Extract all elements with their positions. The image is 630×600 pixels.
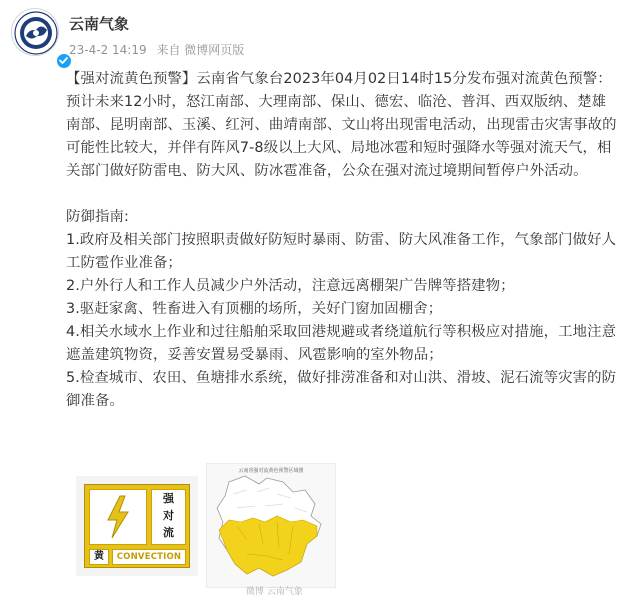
warning-map-image[interactable] xyxy=(206,463,336,588)
lightning-panel xyxy=(89,489,147,545)
post-source: 来自 微博网页版 xyxy=(156,43,245,57)
image-watermark: 微博 云南气象 xyxy=(246,587,303,597)
defense-item-2: 2.户外行人和工作人员减少户外活动，注意远离棚架广告牌等搭建物； xyxy=(66,278,515,294)
convection-yellow-signal xyxy=(84,484,190,568)
post-timestamp[interactable]: 23-4-2 14:19 xyxy=(69,43,147,57)
defense-item-1: 1.政府及相关部门按照职责做好防短时暴雨、防雷、防大风准备工作，气象部门做好人工防雹作业准备； xyxy=(66,232,617,271)
signal-chars xyxy=(151,489,186,545)
map-title: 云南省强对流黄色预警区域图 xyxy=(238,468,304,474)
avatar[interactable] xyxy=(11,8,59,56)
yunnan-meteorological-logo xyxy=(12,9,60,57)
signal-english-label: CONVECTION xyxy=(112,549,186,565)
signal-char-1: 强 xyxy=(163,492,174,505)
defense-item-3: 3.驱赶家禽、牲畜进入有顶棚的场所，关好门窗加固棚舍； xyxy=(66,301,443,317)
paragraph-gap xyxy=(66,183,618,206)
yunnan-warning-map xyxy=(207,464,337,589)
account-name[interactable]: 云南气象 xyxy=(69,15,130,33)
lightning-icon xyxy=(90,490,146,544)
post-meta xyxy=(69,41,250,58)
warning-signal-image[interactable] xyxy=(76,476,198,576)
post-body xyxy=(66,68,618,413)
post-paragraph-warning: 【强对流黄色预警】云南省气象台2023年04月02日14时15分发布强对流黄色预警：预计未来12小时，怒江南部、大理南部、保山、德宏、临沧、普洱、西双版纳、楚雄南部、昆明南部、玉溪、红河、曲靖南部、文山将出现雷电活动，出现雷击灾害事故的可能性比较大，并伴有阵风7-8级以上大风、局地冰雹和短时强降水等强对流天气，相关部门做好防雷电、防大风、防冰雹准备，公众在强对流过境期间暂停户外活动。 xyxy=(66,71,617,179)
defense-item-5: 5.检查城市、农田、鱼塘排水系统，做好排涝准备和对山洪、滑坡、泥石流等灾害的防御准备。 xyxy=(66,370,617,409)
defense-guide-heading: 防御指南: xyxy=(66,209,129,225)
signal-char-2: 对 xyxy=(163,509,174,522)
warning-area xyxy=(219,516,317,576)
signal-char-3: 流 xyxy=(163,526,174,539)
signal-level-label: 黄 xyxy=(89,549,109,565)
defense-item-4: 4.相关水域水上作业和过往船舶采取回港规避或者绕道航行等积极应对措施，工地注意遮盖建筑物资，妥善安置易受暴雨、风雹影响的室外物品； xyxy=(66,324,617,363)
